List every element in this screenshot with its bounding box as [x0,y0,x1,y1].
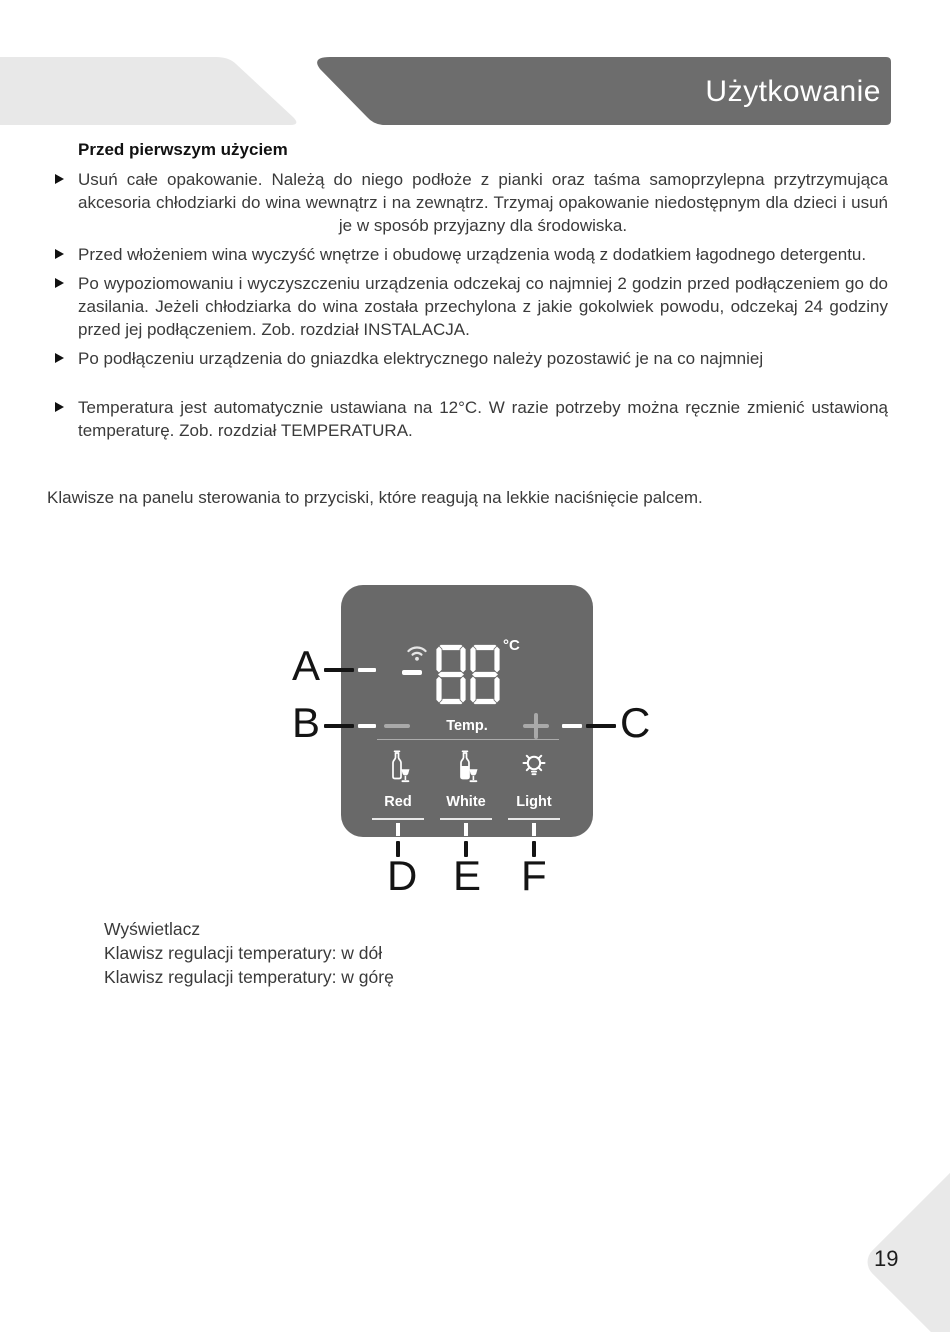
callout-letter-d: D [387,852,418,899]
legend [104,917,394,989]
corner-diamond [861,1156,950,1332]
callout-line [358,668,376,672]
callout-letter-b: B [292,699,321,746]
white-wine-bottle-icon [454,750,478,784]
bullet-triangle-icon [55,174,64,184]
control-panel-illustration [341,585,593,837]
callout-line [562,724,582,728]
temp-label: Temp. [446,718,488,734]
callout-letter-f: F [521,852,547,899]
list-item [47,168,888,237]
callout-line [324,668,354,672]
callout-line [396,823,400,836]
negative-sign [402,670,422,675]
bullet-text: Temperatura jest automatycznie ustawiana na 12°C. W razie potrzeby można ręcznie zmienić ustawioną temperaturę. Zob. rozdział TEMPERATURA. [78,398,888,440]
list-item [47,347,888,370]
list-item [47,272,888,341]
bullet-text: Po wypoziomowaniu i wyczyszczeniu urządzenia odczekaj co najmniej 2 godzin przed podłączeniem go do zasilania. Jeżeli chłodziarka do wina została przechylona z jakie gokolwiek powodu, odczekaj 24 godziny przed jej podłączeniem. Zob. rozdział INSTALACJA. [78,274,888,339]
legend-item: Klawisz regulacji temperatury: w górę [104,967,394,987]
wifi-icon [405,641,429,663]
section-heading: Przed pierwszym użyciem [78,140,288,159]
legend-item: Wyświetlacz [104,919,201,939]
callout-letter-e: E [453,852,482,899]
bullet-triangle-icon [55,278,64,288]
light-key [500,750,568,837]
callout-letter-a: A [292,642,321,689]
key-label: Red [384,794,412,810]
key-underline [440,818,492,820]
temp-up-key [523,713,549,739]
key-label: White [446,794,486,810]
list-item [47,396,888,442]
bullet-triangle-icon [55,353,64,363]
display-unit-label: °C [503,637,520,654]
red-wine-bottle-icon [386,750,410,784]
callout-line [532,823,536,836]
key-label: Light [516,794,552,810]
key-underline [508,818,560,820]
white-wine-key [432,750,500,837]
bullet-text: Przed włożeniem wina wyczyść wnętrze i obudowę urządzenia wodą z dodatkiem łagodnego detergentu. [78,245,867,264]
callout-line [586,724,616,728]
header-light-band [0,57,296,125]
page-number: 19 [874,1246,899,1271]
temp-down-key [384,724,410,728]
callout-line [358,724,376,728]
callout-line [324,724,354,728]
intro-paragraph: Klawisze na panelu sterowania to przyciski, które reagują na lekkie naciśnięcie palcem. [47,488,703,507]
panel-divider [377,739,559,740]
bullet-triangle-icon [55,402,64,412]
callout-line [464,823,468,836]
list-item [47,243,888,266]
key-underline [372,818,424,820]
temperature-display-digits [436,644,500,705]
legend-item: Klawisz regulacji temperatury: w dół [104,943,383,963]
bullet-text: Usuń całe opakowanie. Należą do niego podłoże z pianki oraz taśma samoprzylepna przytrzymująca akcesoria chłodziarki do wina wewnątrz i na zewnątrz. Trzymaj opakowanie niedostępnym dla dzieci i usuń je w sposób przyjazny dla środowiska. [78,170,888,235]
light-bulb-icon [520,750,548,782]
bullet-list [47,168,888,448]
red-wine-key [364,750,432,837]
bullet-triangle-icon [55,249,64,259]
bullet-text: Po podłączeniu urządzenia do gniazdka elektrycznego należy pozostawić je na co najmniej [78,349,764,368]
callout-letter-c: C [620,699,651,746]
page-title: Użytkowanie [705,75,881,108]
